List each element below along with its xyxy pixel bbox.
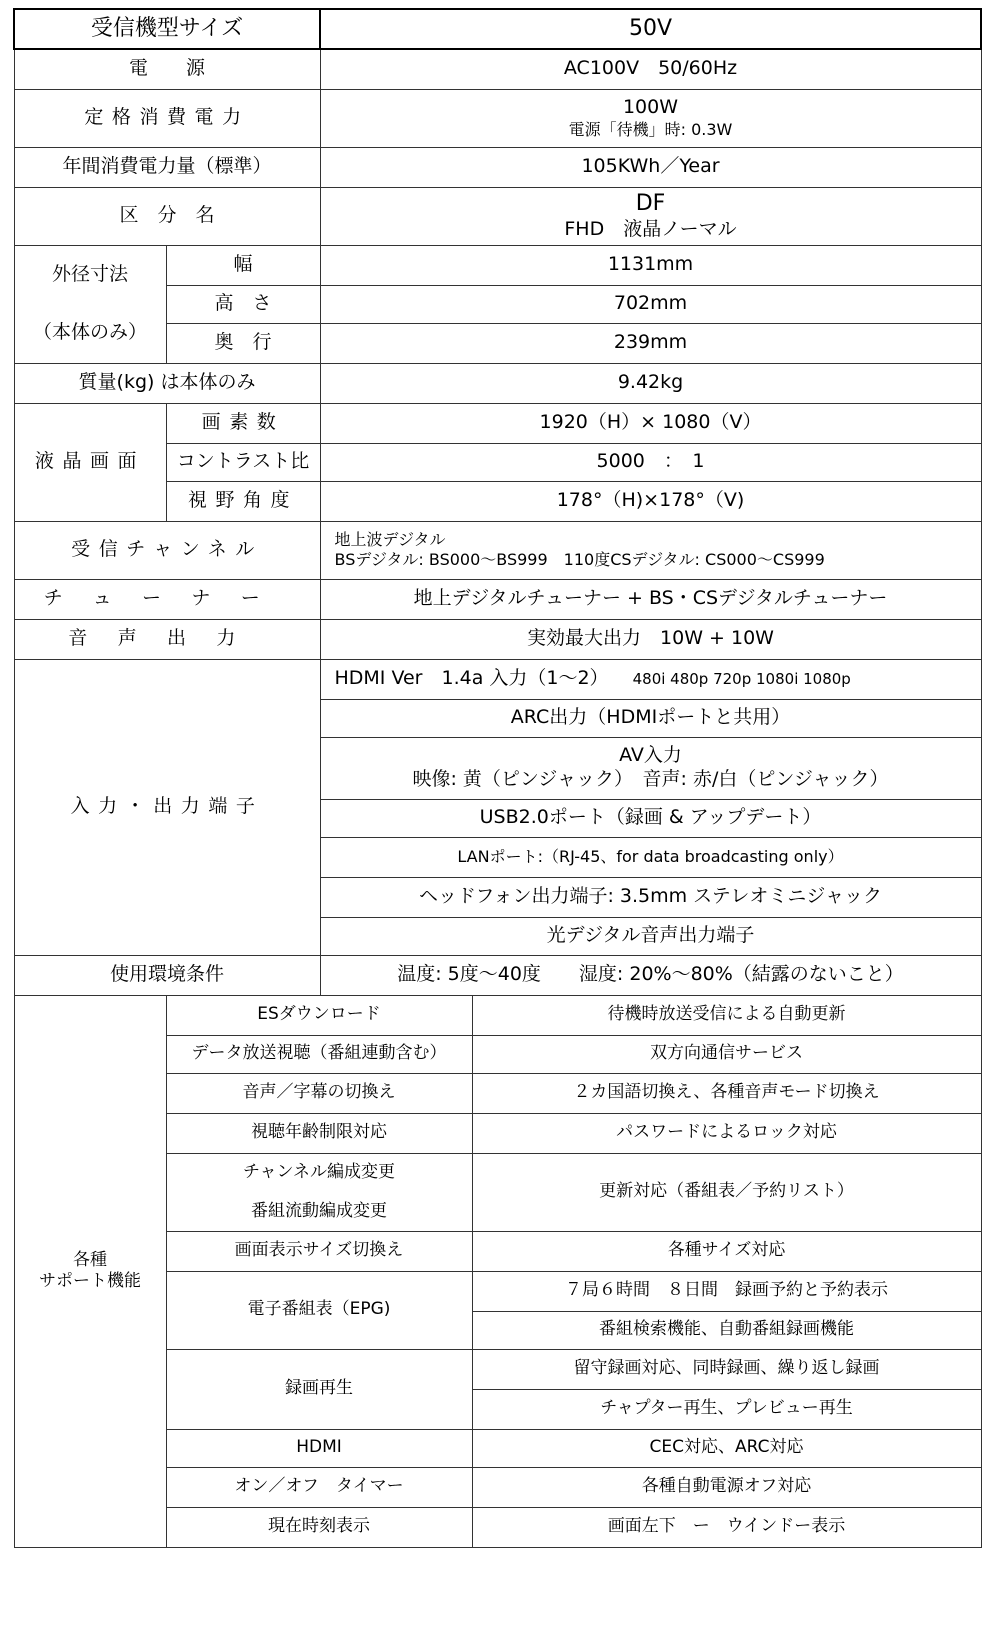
depth-value: 239mm xyxy=(320,323,981,363)
model-label: 受信機型サイズ xyxy=(14,9,320,49)
row-annual-energy xyxy=(14,147,981,187)
support-detail: CEC対応、ARC対応 xyxy=(472,1429,981,1467)
support-detail: 待機時放送受信による自動更新 xyxy=(472,995,981,1035)
channels-cell xyxy=(320,521,981,579)
power-value: AC100V 50/60Hz xyxy=(320,49,981,89)
rated-cell xyxy=(320,89,981,147)
contrast-label: コントラスト比 xyxy=(166,443,320,481)
support-label-cell xyxy=(14,995,166,1547)
tuner-label: チューナー xyxy=(14,579,320,619)
support-feature: HDMI xyxy=(166,1429,472,1467)
io-hdmi: HDMI Ver 1.4a 入力（1〜2） xyxy=(334,667,609,690)
dimensions-label: 外径寸法 xyxy=(51,263,128,286)
io-arc: ARC出力（HDMIポートと共用） xyxy=(320,699,981,737)
support-detail-2: チャプター再生、プレビュー再生 xyxy=(472,1389,981,1429)
io-av-title: AV入力 xyxy=(619,744,682,767)
category-desc: FHD 液晶ノーマル xyxy=(564,217,737,240)
io-hdmi-formats: 480i 480p 720p 1080i 1080p xyxy=(632,670,851,689)
pixels-value: 1920（H）× 1080（V） xyxy=(320,403,981,443)
contrast-value: 5000 ： 1 xyxy=(320,443,981,481)
support-label-2: サポート機能 xyxy=(39,1271,141,1291)
spec-sheet xyxy=(13,8,980,1548)
support-feature: 現在時刻表示 xyxy=(166,1507,472,1547)
category-label: 区 分 名 xyxy=(14,187,320,245)
support-feature: 電子番組表（EPG) xyxy=(166,1271,472,1349)
row-power xyxy=(14,49,981,89)
row-environment xyxy=(14,955,981,995)
io-headphone: ヘッドフォン出力端子: 3.5mm ステレオミニジャック xyxy=(320,877,981,917)
annual-value: 105KWh／Year xyxy=(320,147,981,187)
support-feature: 録画再生 xyxy=(166,1349,472,1429)
support-feature: 視聴年齢制限対応 xyxy=(166,1113,472,1153)
support-feature: データ放送視聴（番組連動含む） xyxy=(166,1035,472,1073)
width-value: 1131mm xyxy=(320,245,981,285)
annual-label: 年間消費電力量（標準） xyxy=(14,147,320,187)
rated-standby: 電源「待機」時: 0.3W xyxy=(568,119,733,139)
mass-label: 質量(kg) は本体のみ xyxy=(14,363,320,403)
row-category xyxy=(14,187,981,245)
rated-label: 定格消費電力 xyxy=(14,89,320,147)
channels-line1: 地上波デジタル xyxy=(334,530,446,549)
depth-label: 奥 行 xyxy=(166,323,320,363)
height-value: 702mm xyxy=(320,285,981,323)
rated-value: 100W xyxy=(622,96,679,119)
io-lan: LANポート:（RJ-45、for data broadcasting only） xyxy=(320,837,981,877)
row-channels xyxy=(14,521,981,579)
row-lcd-pixels xyxy=(14,403,981,443)
dimensions-sublabel: （本体のみ） xyxy=(32,321,147,343)
io-label: 入力・出力端子 xyxy=(14,659,320,955)
row-dim-width xyxy=(14,245,981,285)
support-feature: チャンネル編成変更 xyxy=(243,1161,395,1182)
support-row xyxy=(14,995,981,1035)
support-detail: ２カ国語切換え、各種音声モード切換え xyxy=(472,1073,981,1113)
row-audio xyxy=(14,619,981,659)
support-detail: パスワードによるロック対応 xyxy=(472,1113,981,1153)
angle-label: 視野角度 xyxy=(166,481,320,521)
audio-value: 実効最大出力 10W + 10W xyxy=(320,619,981,659)
lcd-label: 液晶画面 xyxy=(14,403,166,521)
support-label-1: 各種 xyxy=(73,1249,107,1270)
support-feature: オン／オフ タイマー xyxy=(166,1467,472,1507)
environment-label: 使用環境条件 xyxy=(14,955,320,995)
category-code: DF xyxy=(635,191,666,217)
io-optical: 光デジタル音声出力端子 xyxy=(320,917,981,955)
spec-table xyxy=(13,8,982,1548)
support-detail: 各種自動電源オフ対応 xyxy=(472,1467,981,1507)
support-detail: 更新対応（番組表／予約リスト） xyxy=(472,1153,981,1231)
support-feature: 音声／字幕の切換え xyxy=(166,1073,472,1113)
row-tuner xyxy=(14,579,981,619)
support-detail: 双方向通信サービス xyxy=(472,1035,981,1073)
support-detail: 画面左下 ー ウインドー表示 xyxy=(472,1507,981,1547)
support-detail: 留守録画対応、同時録画、繰り返し録画 xyxy=(472,1349,981,1389)
width-label: 幅 xyxy=(166,245,320,285)
io-usb: USB2.0ポート（録画 & アップデート） xyxy=(320,799,981,837)
support-feature-cell xyxy=(166,1153,472,1231)
mass-value: 9.42kg xyxy=(320,363,981,403)
support-detail: 各種サイズ対応 xyxy=(472,1231,981,1271)
pixels-label: 画素数 xyxy=(166,403,320,443)
environment-value: 温度: 5度〜40度 湿度: 20%〜80%（結露のないこと） xyxy=(320,955,981,995)
support-feature-2: 番組流動編成変更 xyxy=(251,1201,387,1221)
row-model xyxy=(14,9,981,49)
power-label: 電 源 xyxy=(14,49,320,89)
io-av-cell xyxy=(320,737,981,799)
support-feature: 画面表示サイズ切換え xyxy=(166,1231,472,1271)
dimensions-label-cell xyxy=(14,245,166,363)
support-detail: ７局６時間 ８日間 録画予約と予約表示 xyxy=(472,1271,981,1311)
angle-value: 178°（H)×178°（V) xyxy=(320,481,981,521)
category-cell xyxy=(320,187,981,245)
support-feature: ESダウンロード xyxy=(166,995,472,1035)
support-detail-2: 番組検索機能、自動番組録画機能 xyxy=(472,1311,981,1349)
io-av-detail: 映像: 黄（ピンジャック） 音声: 赤/白（ピンジャック） xyxy=(412,768,889,790)
row-rated-power xyxy=(14,89,981,147)
tuner-value: 地上デジタルチューナー + BS・CSデジタルチューナー xyxy=(320,579,981,619)
model-value: 50V xyxy=(320,9,981,49)
io-hdmi-cell xyxy=(320,659,981,699)
height-label: 高 さ xyxy=(166,285,320,323)
row-mass xyxy=(14,363,981,403)
row-io-hdmi xyxy=(14,659,981,699)
channels-label: 受信チャンネル xyxy=(14,521,320,579)
audio-label: 音声出力 xyxy=(14,619,320,659)
channels-line2: BSデジタル: BS000〜BS999 110度CSデジタル: CS000〜CS999 xyxy=(334,550,825,569)
